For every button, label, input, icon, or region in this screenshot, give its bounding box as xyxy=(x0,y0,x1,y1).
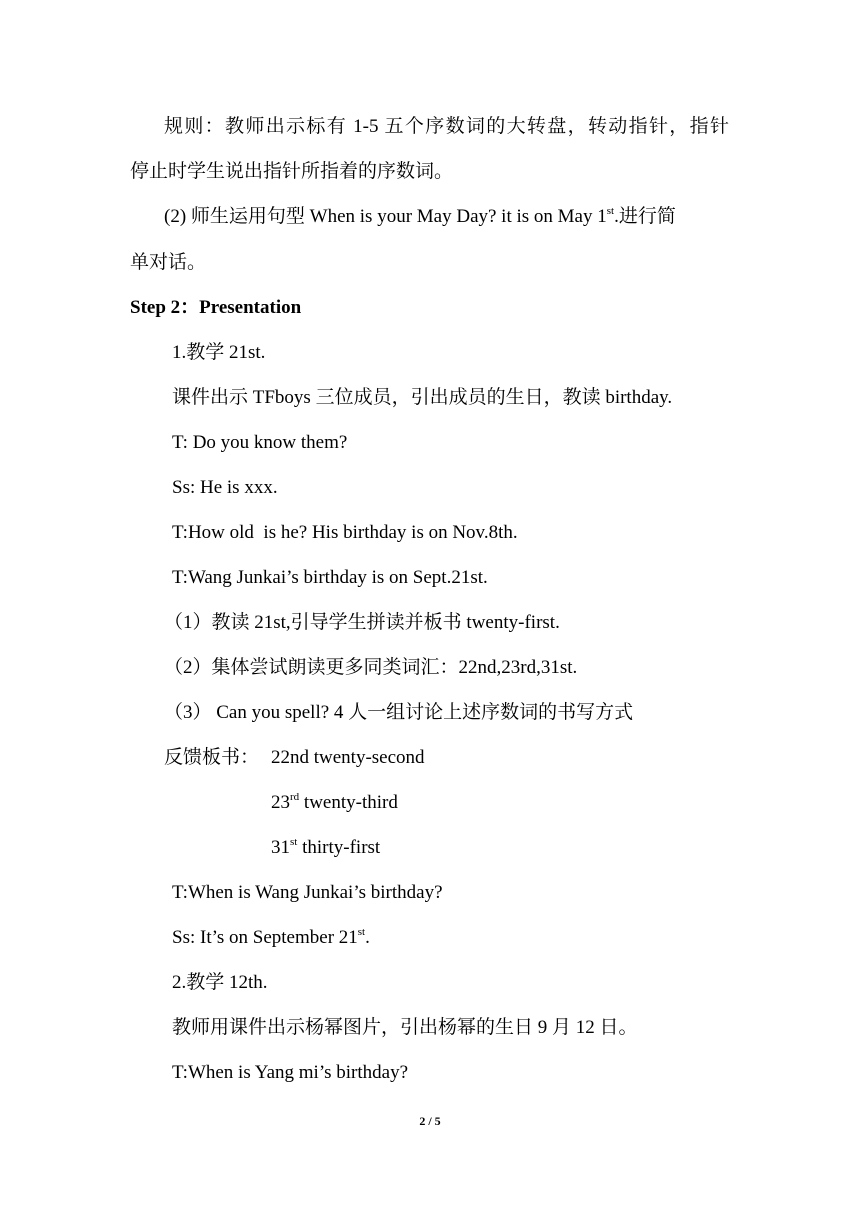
paragraph-line: 1.教学 21st. xyxy=(172,342,266,363)
sub-item: （3） Can you spell? 4 人一组讨论上述序数词的书写方式 xyxy=(164,702,634,723)
rule-line-1: 规则：教师出示标有 1-5 五个序数词的大转盘，转动指针，指针 xyxy=(164,116,729,137)
superscript: st xyxy=(357,925,366,938)
rule-line-2: 停止时学生说出指针所指着的序数词。 xyxy=(130,161,454,182)
ordinal-word: twenty-third xyxy=(299,792,398,813)
dialog-line-1 xyxy=(164,205,676,229)
feedback-entry xyxy=(271,791,398,815)
paragraph-line: T:When is Yang mi’s birthday? xyxy=(172,1062,409,1083)
feedback-label: 反馈板书： xyxy=(164,747,260,768)
answer-text: Ss: It’s on September 21 xyxy=(172,927,358,948)
dialog-text: (2) 师生运用句型 When is your May Day? it is on May 1 xyxy=(164,206,607,227)
sub-item: （2）集体尝试朗读更多同类词汇：22nd,23rd,31st. xyxy=(164,657,578,678)
dialog-text-end: .进行简 xyxy=(614,206,676,227)
answer-text-end: . xyxy=(365,927,370,948)
ordinal-number: 23 xyxy=(271,792,290,813)
sub-item: （1）教读 21st,引导学生拼读并板书 twenty-first. xyxy=(164,612,560,633)
superscript: st xyxy=(606,204,615,217)
paragraph-line: 2.教学 12th. xyxy=(172,972,268,993)
dialog-line-2: 单对话。 xyxy=(130,252,207,273)
paragraph-line: Ss: He is xxx. xyxy=(172,477,278,498)
paragraph-line: 教师用课件出示杨幂图片，引出杨幂的生日 9 月 12 日。 xyxy=(172,1017,638,1038)
paragraph-line: T: Do you know them? xyxy=(172,432,348,453)
ordinal-number: 31 xyxy=(271,837,290,858)
feedback-entry: 22nd twenty-second xyxy=(271,747,425,768)
paragraph-line xyxy=(172,926,370,950)
page-number: 2 / 5 xyxy=(419,1114,441,1128)
paragraph-line: T:When is Wang Junkai’s birthday? xyxy=(172,882,443,903)
ordinal-word: thirty-first xyxy=(297,837,381,858)
paragraph-line: T:How old is he? His birthday is on Nov.8th. xyxy=(172,522,518,543)
paragraph-line: 课件出示 TFboys 三位成员，引出成员的生日，教读 birthday. xyxy=(172,387,673,408)
superscript: st xyxy=(290,835,298,848)
superscript: rd xyxy=(290,790,300,803)
step-heading: Step 2：Presentation xyxy=(130,297,302,318)
feedback-entry xyxy=(271,836,380,860)
paragraph-line: T:Wang Junkai’s birthday is on Sept.21st. xyxy=(172,567,488,588)
